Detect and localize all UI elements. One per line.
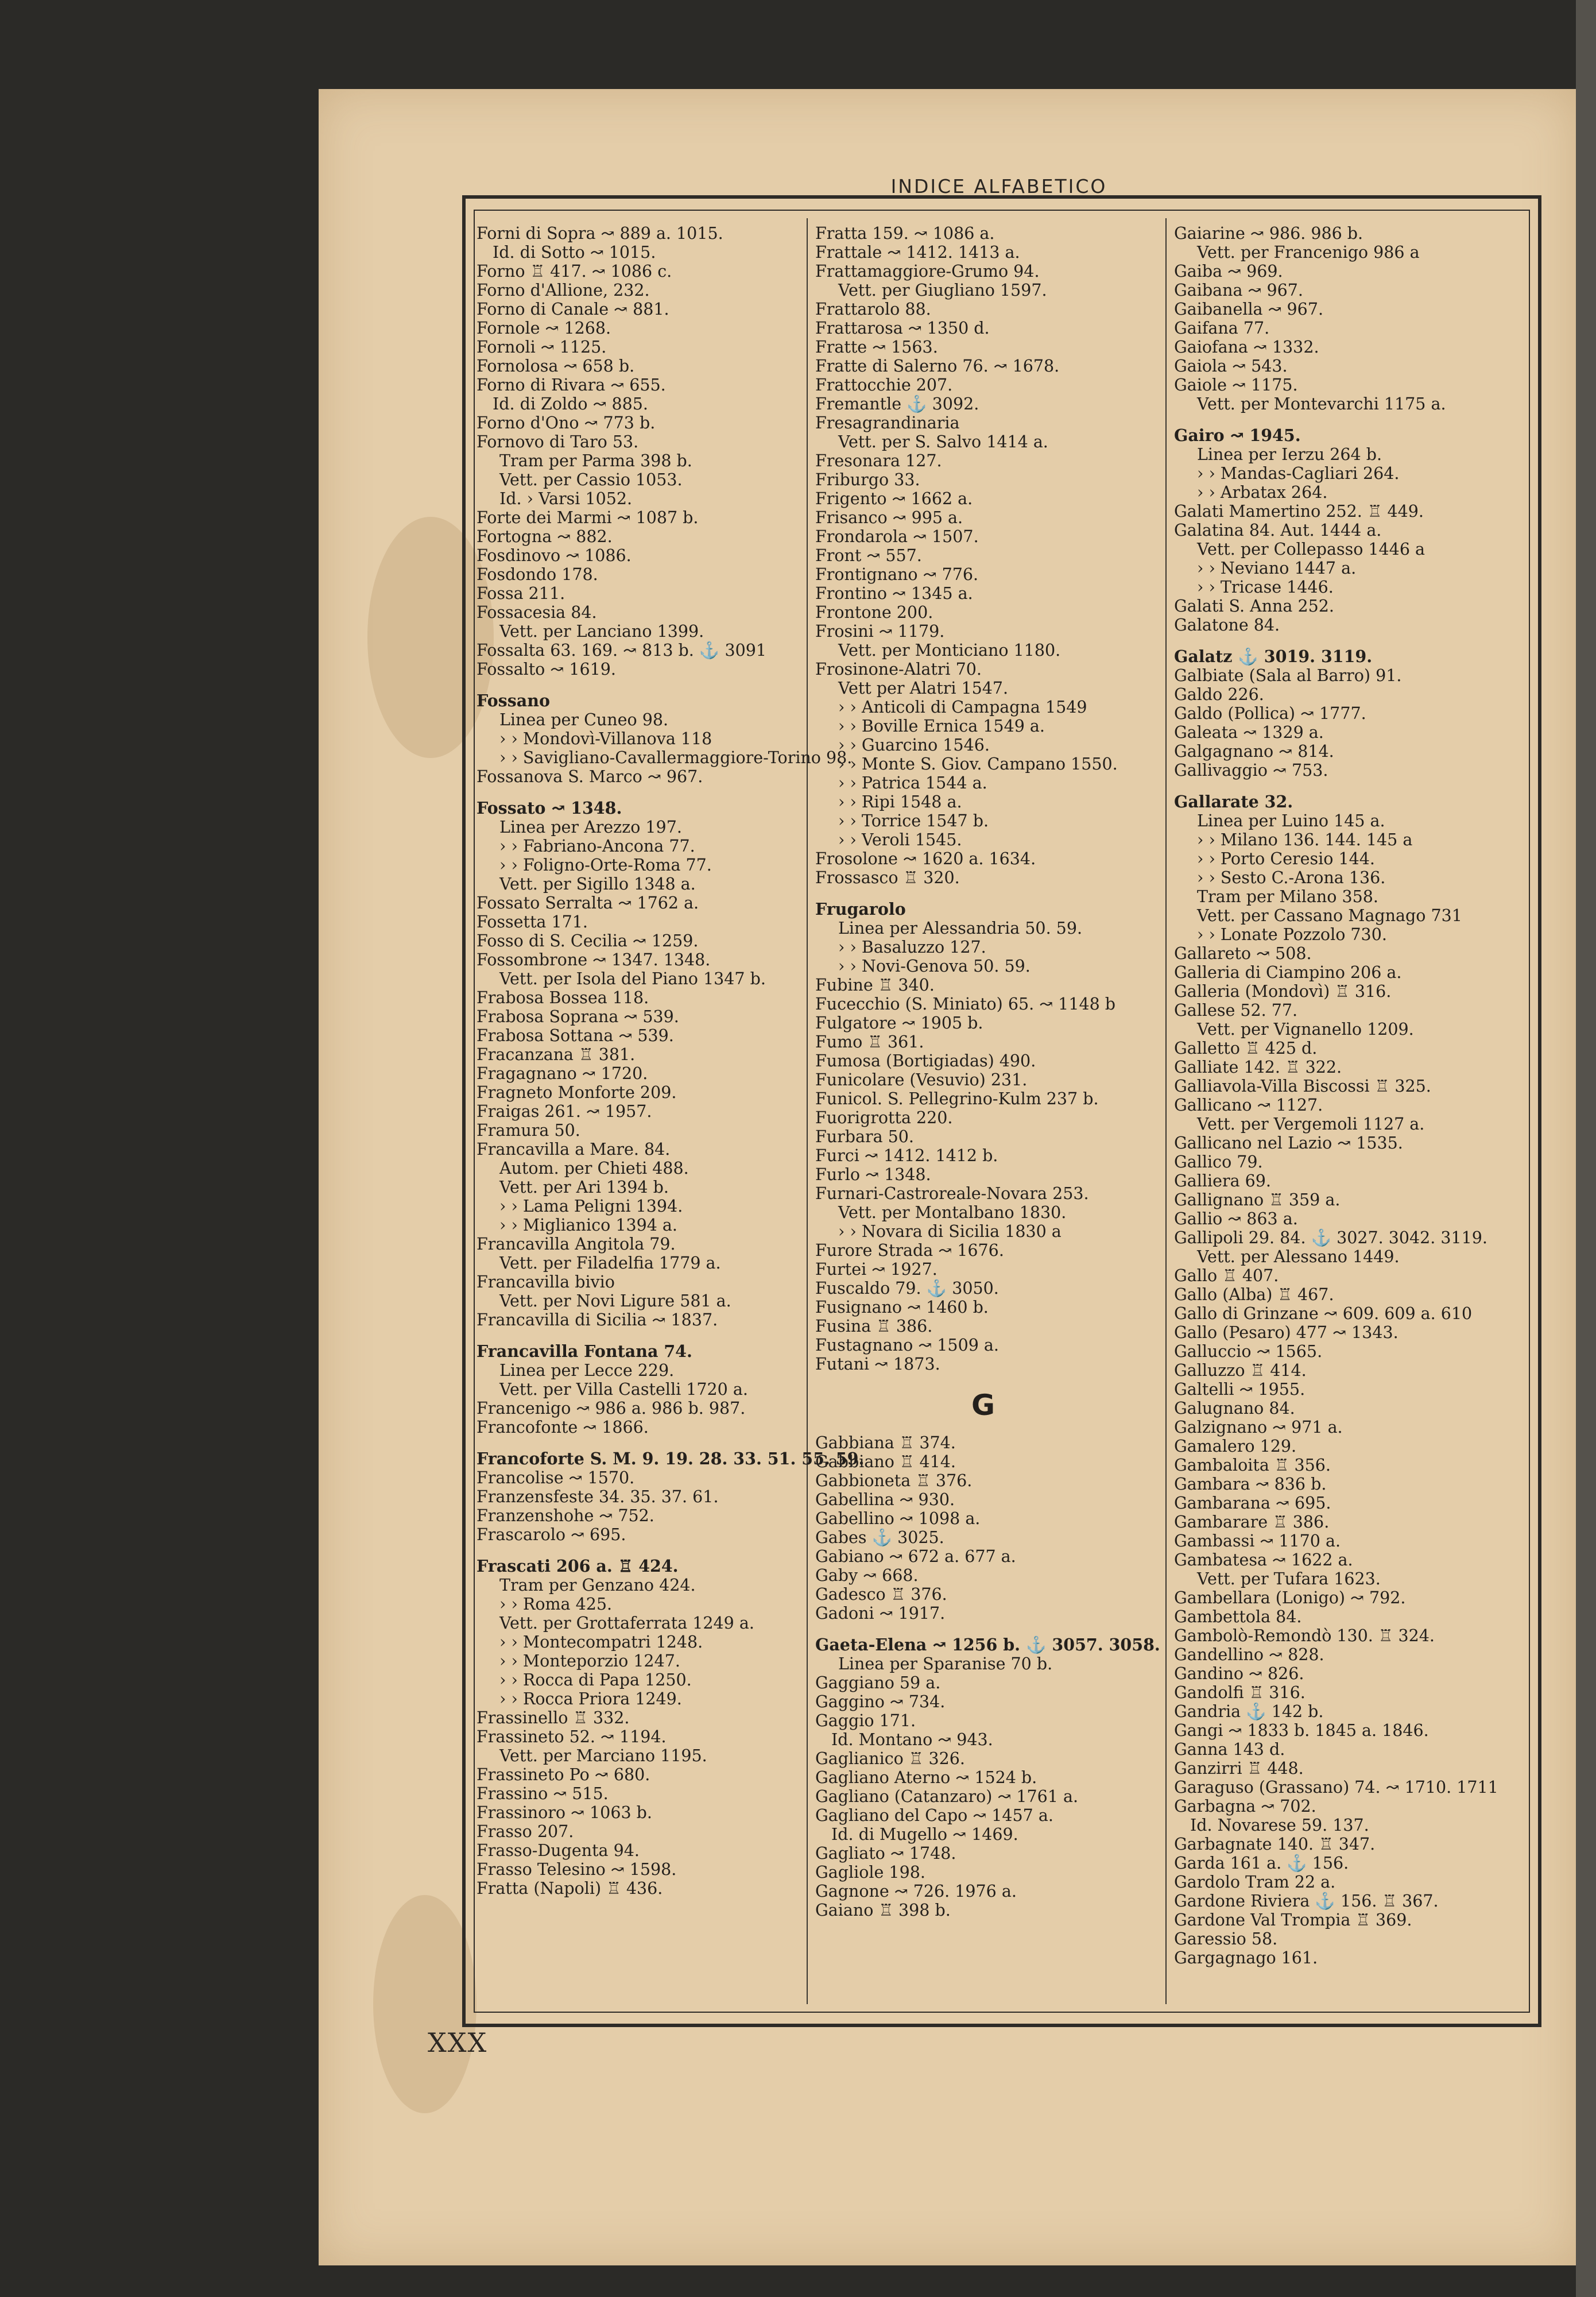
index-entry: Fratta (Napoli) ♖ 436.	[477, 1879, 663, 1898]
index-entry: Forni di Sopra ↝ 889 a. 1015.	[477, 224, 723, 243]
index-entry: Frondarola ↝ 1507.	[815, 527, 979, 546]
index-entry: Vett. per Vignanello 1209.	[1197, 1020, 1414, 1039]
index-entry: Frasso Telesino ↝ 1598.	[477, 1860, 677, 1879]
index-entry: Vett. per Alessano 1449.	[1197, 1247, 1400, 1266]
index-entry: Fresagrandinaria	[815, 413, 960, 432]
index-entry: Gaglianico ♖ 326.	[815, 1749, 965, 1768]
index-entry: Vett. per Ari 1394 b.	[499, 1178, 669, 1197]
index-entry: Galatina 84. Aut. 1444 a.	[1174, 521, 1382, 540]
index-entry: Gaiarine ↝ 986. 986 b.	[1174, 224, 1363, 243]
index-entry: Gallarate 32.	[1174, 792, 1293, 811]
paper-stain	[373, 1895, 477, 2113]
index-entry: Gallicano ↝ 1127.	[1174, 1096, 1323, 1115]
index-entry: Gallareto ↝ 508.	[1174, 944, 1312, 963]
index-entry: Vett. per Francenigo 986 a	[1197, 243, 1420, 262]
index-entry: Gambarana ↝ 695.	[1174, 1494, 1331, 1513]
index-entry: Tram per Genzano 424.	[499, 1576, 696, 1595]
index-entry: Vett. per S. Salvo 1414 a.	[838, 432, 1048, 451]
index-entry: Franzenshohe ↝ 752.	[477, 1506, 654, 1525]
index-entry: Vett. per Novi Ligure 581 a.	[499, 1291, 731, 1310]
index-entry: Gandellino ↝ 828.	[1174, 1645, 1324, 1664]
index-entry: Gardone Val Trompia ♖ 369.	[1174, 1911, 1412, 1929]
index-entry: Galtelli ↝ 1955.	[1174, 1380, 1306, 1399]
index-entry: Tram per Parma 398 b.	[499, 451, 692, 470]
index-entry: Vett. per Villa Castelli 1720 a.	[499, 1380, 748, 1399]
index-entry: Vett. per Marciano 1195.	[499, 1746, 707, 1765]
index-entry: Galzignano ↝ 971 a.	[1174, 1418, 1343, 1437]
index-entry: Autom. per Chieti 488.	[499, 1159, 689, 1178]
index-entry: Galliavola-Villa Biscossi ♖ 325.	[1174, 1077, 1431, 1096]
index-entry: Gallignano ♖ 359 a.	[1174, 1190, 1341, 1209]
index-entry: Framura 50.	[477, 1121, 580, 1140]
index-entry: Fracanzana ♖ 381.	[477, 1045, 636, 1064]
index-entry: Galletto ♖ 425 d.	[1174, 1039, 1318, 1058]
index-entry: Fossalta 63. 169. ↝ 813 b. ⚓ 3091	[477, 641, 766, 660]
index-entry: Galugnano 84.	[1174, 1399, 1295, 1418]
index-entry: Francavilla bivio	[477, 1273, 615, 1291]
index-entry: Galliate 142. ♖ 322.	[1174, 1058, 1342, 1077]
index-entry: Fubine ♖ 340.	[815, 976, 935, 995]
index-entry: Gagliano (Catanzaro) ↝ 1761 a.	[815, 1787, 1079, 1806]
index-entry: Frisanco ↝ 995 a.	[815, 508, 963, 527]
index-entry: Fresonara 127.	[815, 451, 942, 470]
index-entry: Vett. per Cassio 1053.	[499, 470, 683, 489]
index-entry: Linea per Lecce 229.	[499, 1361, 675, 1380]
index-entry: Id. di Mugello ↝ 1469.	[831, 1825, 1018, 1844]
index-entry: Gaifana 77.	[1174, 319, 1270, 338]
index-entry: Frasso 207.	[477, 1822, 574, 1841]
index-entry: Frassineto Po ↝ 680.	[477, 1765, 650, 1784]
index-entry: Vett. per Vergemoli 1127 a.	[1197, 1115, 1425, 1134]
index-entry: Vett. per Giugliano 1597.	[838, 281, 1047, 300]
index-entry: Gambatesa ↝ 1622 a.	[1174, 1550, 1353, 1569]
index-entry: Gandino ↝ 826.	[1174, 1664, 1304, 1683]
index-entry: Gallio ↝ 863 a.	[1174, 1209, 1298, 1228]
index-entry: › › Mondovì-Villanova 118	[499, 729, 712, 748]
index-entry: Frattocchie 207.	[815, 376, 953, 395]
index-entry: Frosolone ↝ 1620 a. 1634.	[815, 849, 1036, 868]
index-entry: Gambassi ↝ 1170 a.	[1174, 1532, 1341, 1550]
index-entry: Forno ♖ 417. ↝ 1086 c.	[477, 262, 672, 281]
index-entry: Frascati 206 a. ♖ 424.	[477, 1556, 679, 1576]
index-entry: Fosso di S. Cecilia ↝ 1259.	[477, 931, 699, 950]
index-entry: Gabellino ↝ 1098 a.	[815, 1509, 981, 1528]
index-entry: › › Tricase 1446.	[1197, 578, 1334, 597]
index-entry: › › Boville Ernica 1549 a.	[838, 717, 1045, 736]
index-entry: Fuscaldo 79. ⚓ 3050.	[815, 1279, 999, 1298]
index-entry: › › Guarcino 1546.	[838, 736, 990, 755]
index-entry: Fusignano ↝ 1460 b.	[815, 1298, 989, 1317]
index-entry: Gambellara (Lonigo) ↝ 792.	[1174, 1588, 1406, 1607]
index-entry: Francolise ↝ 1570.	[477, 1468, 635, 1487]
index-entry: › › Lama Peligni 1394.	[499, 1197, 683, 1216]
index-entry: Gabes ⚓ 3025.	[815, 1528, 944, 1547]
index-entry: Gallo (Pesaro) 477 ↝ 1343.	[1174, 1323, 1399, 1342]
index-entry: Fossato Serralta ↝ 1762 a.	[477, 894, 699, 912]
index-entry: Galleria (Mondovì) ♖ 316.	[1174, 982, 1392, 1001]
index-entry: Francofonte ↝ 1866.	[477, 1418, 649, 1437]
index-entry: › › Rocca di Papa 1250.	[499, 1670, 692, 1689]
index-entry: Gagliano del Capo ↝ 1457 a.	[815, 1806, 1053, 1825]
index-entry: Furore Strada ↝ 1676.	[815, 1241, 1004, 1260]
index-entry: Forno di Canale ↝ 881.	[477, 300, 669, 319]
index-entry: › › Arbatax 264.	[1197, 483, 1328, 502]
index-entry: Gadoni ↝ 1917.	[815, 1604, 946, 1623]
index-entry: Vett. per Filadelfia 1779 a.	[499, 1254, 721, 1273]
index-entry: Gagliole 198.	[815, 1863, 925, 1882]
index-entry: Galati Mamertino 252. ♖ 449.	[1174, 502, 1424, 521]
index-entry: Vett. per Montalbano 1830.	[838, 1203, 1067, 1222]
index-entry: Forno di Rivara ↝ 655.	[477, 376, 666, 395]
index-entry: Gallese 52. 77.	[1174, 1001, 1298, 1020]
index-entry: Gambolò-Remondò 130. ♖ 324.	[1174, 1626, 1435, 1645]
index-entry: Fucecchio (S. Miniato) 65. ↝ 1148 b	[815, 995, 1116, 1014]
index-column-3	[1174, 224, 1510, 1967]
index-entry: › › Porto Ceresio 144.	[1197, 849, 1375, 868]
index-entry: Gaeta-Elena ↝ 1256 b. ⚓ 3057. 3058.	[815, 1635, 1160, 1654]
index-entry: Gambettola 84.	[1174, 1607, 1302, 1626]
index-entry: Gadesco ♖ 376.	[815, 1585, 947, 1604]
index-entry: Fumo ♖ 361.	[815, 1033, 924, 1051]
index-entry: Vett. per Montevarchi 1175 a.	[1197, 395, 1446, 413]
index-entry: Galluccio ↝ 1565.	[1174, 1342, 1323, 1361]
index-entry: Frosinone-Alatri 70.	[815, 660, 982, 679]
index-entry: Gallo (Alba) ♖ 467.	[1174, 1285, 1334, 1304]
index-entry: Id. › Varsi 1052.	[499, 489, 633, 508]
index-entry: › › Foligno-Orte-Roma 77.	[499, 856, 712, 875]
index-entry: Vett. per Lanciano 1399.	[499, 622, 704, 641]
index-entry: › › Miglianico 1394 a.	[499, 1216, 677, 1235]
index-entry: Furbara 50.	[815, 1127, 914, 1146]
index-entry: Frontino ↝ 1345 a.	[815, 584, 973, 603]
index-entry: Fossacesia 84.	[477, 603, 597, 622]
index-entry: Frossasco ♖ 320.	[815, 868, 960, 887]
index-entry: Vett per Alatri 1547.	[838, 679, 1009, 698]
index-entry: › › Sesto C.-Arona 136.	[1197, 868, 1386, 887]
index-entry: Gambaloita ♖ 356.	[1174, 1456, 1331, 1475]
index-entry: Linea per Alessandria 50. 59.	[838, 919, 1083, 938]
index-entry: Gangi ↝ 1833 b. 1845 a. 1846.	[1174, 1721, 1429, 1740]
index-entry: Franzensfeste 34. 35. 37. 61.	[477, 1487, 719, 1506]
index-entry: Furci ↝ 1412. 1412 b.	[815, 1146, 998, 1165]
index-entry: Frabosa Bossea 118.	[477, 988, 649, 1007]
column-divider	[1165, 218, 1167, 2004]
index-entry: Gallicano nel Lazio ↝ 1535.	[1174, 1134, 1403, 1153]
index-entry: Gagliato ↝ 1748.	[815, 1844, 956, 1863]
index-entry: Vett. per Isola del Piano 1347 b.	[499, 969, 766, 988]
index-entry: Gardone Riviera ⚓ 156. ♖ 367.	[1174, 1892, 1439, 1911]
index-entry: Id. di Sotto ↝ 1015.	[493, 243, 656, 262]
index-entry: Furnari-Castroreale-Novara 253.	[815, 1184, 1089, 1203]
index-entry: Gaby ↝ 668.	[815, 1566, 919, 1585]
index-entry: Fuorigrotta 220.	[815, 1108, 953, 1127]
index-entry: Ganna 143 d.	[1174, 1740, 1285, 1759]
index-entry: Gaggino ↝ 734.	[815, 1692, 946, 1711]
index-entry: Frattarolo 88.	[815, 300, 931, 319]
index-entry: Galluzzo ♖ 414.	[1174, 1361, 1307, 1380]
index-entry: Vett. per Monticiano 1180.	[838, 641, 1061, 660]
index-entry: Gaiofana ↝ 1332.	[1174, 338, 1319, 357]
index-entry: Fossano	[477, 691, 550, 710]
index-entry: Vett. per Sigillo 1348 a.	[499, 875, 696, 894]
index-entry: Id. Montano ↝ 943.	[831, 1730, 993, 1749]
index-entry: Vett. per Cassano Magnago 731	[1197, 906, 1462, 925]
index-entry: Frasso-Dugenta 94.	[477, 1841, 640, 1860]
index-entry: › › Roma 425.	[499, 1595, 613, 1614]
index-column-2	[815, 224, 1160, 1920]
index-entry: Gabiano ↝ 672 a. 677 a.	[815, 1547, 1016, 1566]
index-entry: › › Montecompatri 1248.	[499, 1633, 703, 1652]
index-entry: Galatz ⚓ 3019. 3119.	[1174, 647, 1373, 666]
index-entry: Id. di Zoldo ↝ 885.	[493, 395, 648, 413]
index-entry: Fossato ↝ 1348.	[477, 798, 622, 818]
index-entry: Furlo ↝ 1348.	[815, 1165, 931, 1184]
index-entry: Frascarolo ↝ 695.	[477, 1525, 626, 1544]
index-entry: Garda 161 a. ⚓ 156.	[1174, 1854, 1349, 1873]
index-entry: Linea per Arezzo 197.	[499, 818, 682, 837]
index-entry: Frigento ↝ 1662 a.	[815, 489, 973, 508]
index-entry: Linea per Cuneo 98.	[499, 710, 669, 729]
index-entry: Galati S. Anna 252.	[1174, 597, 1334, 616]
index-entry: Galbiate (Sala al Barro) 91.	[1174, 666, 1402, 685]
index-entry: › › Ripi 1548 a.	[838, 792, 962, 811]
index-entry: Friburgo 33.	[815, 470, 920, 489]
index-entry: Fustagnano ↝ 1509 a.	[815, 1336, 999, 1355]
index-entry: Fossombrone ↝ 1347. 1348.	[477, 950, 711, 969]
index-entry: Gaggio 171.	[815, 1711, 916, 1730]
index-entry: Fossanova S. Marco ↝ 967.	[477, 767, 703, 786]
index-entry: Gaiano ♖ 398 b.	[815, 1901, 951, 1920]
index-entry: Frosini ↝ 1179.	[815, 622, 945, 641]
scan-edge	[1576, 0, 1596, 2297]
page-number: XXX	[428, 2027, 488, 2058]
index-entry: Vett. per Collepasso 1446 a	[1197, 540, 1425, 559]
index-entry: Frontignano ↝ 776.	[815, 565, 979, 584]
index-entry: Forte dei Marmi ↝ 1087 b.	[477, 508, 699, 527]
index-entry: Francenigo ↝ 986 a. 986 b. 987.	[477, 1399, 746, 1418]
index-entry: Frugarolo	[815, 899, 906, 919]
index-entry: Front ↝ 557.	[815, 546, 922, 565]
index-entry: Gaiba ↝ 969.	[1174, 262, 1283, 281]
index-entry: Fumosa (Bortigiadas) 490.	[815, 1051, 1036, 1070]
index-entry: Fornole ↝ 1268.	[477, 319, 611, 338]
index-entry: Frattale ↝ 1412. 1413 a.	[815, 243, 1020, 262]
index-entry: Gamalero 129.	[1174, 1437, 1297, 1456]
index-entry: › › Lonate Pozzolo 730.	[1197, 925, 1387, 944]
index-entry: Frattamaggiore-Grumo 94.	[815, 262, 1040, 281]
index-entry: › › Mandas-Cagliari 264.	[1197, 464, 1400, 483]
index-entry: Fossalto ↝ 1619.	[477, 660, 616, 679]
index-entry: Gallipoli 29. 84. ⚓ 3027. 3042. 3119.	[1174, 1228, 1487, 1247]
index-entry: Fratte ↝ 1563.	[815, 338, 938, 357]
index-entry: Frassineto 52. ↝ 1194.	[477, 1727, 667, 1746]
index-entry: Futani ↝ 1873.	[815, 1355, 940, 1374]
index-entry: Fossetta 171.	[477, 912, 588, 931]
index-entry: Galliera 69.	[1174, 1171, 1271, 1190]
index-entry: Galgagnano ↝ 814.	[1174, 742, 1334, 761]
index-entry: Forno d'Ono ↝ 773 b.	[477, 413, 656, 432]
index-entry: Gagnone ↝ 726. 1976 a.	[815, 1882, 1017, 1901]
index-entry: Fosdinovo ↝ 1086.	[477, 546, 632, 565]
index-entry: › › Novara di Sicilia 1830 a	[838, 1222, 1062, 1241]
index-entry: Linea per Sparanise 70 b.	[838, 1654, 1053, 1673]
index-entry: Garbagnate 140. ♖ 347.	[1174, 1835, 1376, 1854]
index-entry: Frontone 200.	[815, 603, 933, 622]
index-entry: Tram per Milano 358.	[1197, 887, 1378, 906]
index-entry: Furtei ↝ 1927.	[815, 1260, 938, 1279]
index-entry: › › Milano 136. 144. 145 a	[1197, 830, 1413, 849]
index-entry: Gambara ↝ 836 b.	[1174, 1475, 1327, 1494]
index-entry: Gairo ↝ 1945.	[1174, 426, 1301, 445]
index-entry: Gaiola ↝ 543.	[1174, 357, 1288, 376]
index-entry: Frabosa Sottana ↝ 539.	[477, 1026, 674, 1045]
index-entry: Fornovo di Taro 53.	[477, 432, 639, 451]
index-entry: Francavilla Fontana 74.	[477, 1341, 692, 1361]
section-letter: G	[971, 1389, 995, 1422]
index-entry: Fratta 159. ↝ 1086 a.	[815, 224, 995, 243]
index-entry: Fornoli ↝ 1125.	[477, 338, 607, 357]
index-entry: Gabbiana ♖ 374.	[815, 1433, 956, 1452]
index-entry: Gallico 79.	[1174, 1153, 1263, 1171]
index-entry: Fratte di Salerno 76. ↝ 1678.	[815, 357, 1060, 376]
index-entry: Galdo 226.	[1174, 685, 1264, 704]
index-entry: Fortogna ↝ 882.	[477, 527, 613, 546]
page-header-title: INDICE ALFABETICO	[890, 175, 1107, 198]
index-entry: Gardolo Tram 22 a.	[1174, 1873, 1336, 1892]
index-entry: Fossa 211.	[477, 584, 565, 603]
index-entry: Vett. per Grottaferrata 1249 a.	[499, 1614, 754, 1633]
index-entry: Fraigas 261. ↝ 1957.	[477, 1102, 652, 1121]
index-entry: Fulgatore ↝ 1905 b.	[815, 1014, 983, 1033]
index-entry: Fusina ♖ 386.	[815, 1317, 933, 1336]
index-entry: Gallo di Grinzane ↝ 609. 609 a. 610	[1174, 1304, 1473, 1323]
index-entry: Gaibana ↝ 967.	[1174, 281, 1303, 300]
index-entry: › › Savigliano-Cavallermaggiore-Torino 98.	[499, 748, 853, 767]
index-entry: Frattarosa ↝ 1350 d.	[815, 319, 990, 338]
index-entry: Gabbioneta ♖ 376.	[815, 1471, 973, 1490]
index-entry: Id. Novarese 59. 137.	[1190, 1816, 1369, 1835]
index-entry: Garbagna ↝ 702.	[1174, 1797, 1316, 1816]
index-entry: › › Monteporzio 1247.	[499, 1652, 680, 1670]
index-entry: Frassinello ♖ 332.	[477, 1708, 630, 1727]
index-entry: Francavilla a Mare. 84.	[477, 1140, 671, 1159]
index-entry: › › Veroli 1545.	[838, 830, 962, 849]
index-entry: Frassino ↝ 515.	[477, 1784, 609, 1803]
index-entry: Galeata ↝ 1329 a.	[1174, 723, 1324, 742]
index-entry: Francavilla di Sicilia ↝ 1837.	[477, 1310, 718, 1329]
index-entry: Funicolare (Vesuvio) 231.	[815, 1070, 1028, 1089]
index-entry: Gambarare ♖ 386.	[1174, 1513, 1330, 1532]
index-entry: Ganzirri ♖ 448.	[1174, 1759, 1304, 1778]
index-entry: Galatone 84.	[1174, 616, 1280, 635]
index-entry: Vett. per Tufara 1623.	[1197, 1569, 1381, 1588]
index-entry: Gallivaggio ↝ 753.	[1174, 761, 1328, 780]
index-entry: Linea per Luino 145 a.	[1197, 811, 1385, 830]
index-entry: Gabellina ↝ 930.	[815, 1490, 955, 1509]
index-entry: › › Fabriano-Ancona 77.	[499, 837, 695, 856]
index-entry: › › Neviano 1447 a.	[1197, 559, 1357, 578]
index-entry: Francoforte S. M. 9. 19. 28. 33. 51. 55. 59.	[477, 1449, 865, 1468]
index-entry: Gagliano Aterno ↝ 1524 b.	[815, 1768, 1037, 1787]
index-entry: Gandria ⚓ 142 b.	[1174, 1702, 1324, 1721]
index-entry: Linea per Ierzu 264 b.	[1197, 445, 1382, 464]
index-entry: › › Torrice 1547 b.	[838, 811, 989, 830]
index-entry: Fragneto Monforte 209.	[477, 1083, 677, 1102]
index-entry: Galdo (Pollica) ↝ 1777.	[1174, 704, 1366, 723]
index-entry: Frassinoro ↝ 1063 b.	[477, 1803, 652, 1822]
index-entry: › › Patrica 1544 a.	[838, 774, 987, 792]
index-entry: › › Rocca Priora 1249.	[499, 1689, 682, 1708]
index-entry: Francavilla Angitola 79.	[477, 1235, 676, 1254]
index-entry: Gabbiano ♖ 414.	[815, 1452, 956, 1471]
index-entry: › › Monte S. Giov. Campano 1550.	[838, 755, 1118, 774]
index-entry: Fremantle ⚓ 3092.	[815, 395, 979, 413]
index-entry: Funicol. S. Pellegrino-Kulm 237 b.	[815, 1089, 1099, 1108]
index-entry: Gandolfi ♖ 316.	[1174, 1683, 1306, 1702]
index-entry: Forno d'Allione, 232.	[477, 281, 650, 300]
index-entry: › › Anticoli di Campagna 1549	[838, 698, 1087, 717]
index-entry: Gaiole ↝ 1175.	[1174, 376, 1298, 395]
index-entry: Gaibanella ↝ 967.	[1174, 300, 1324, 319]
index-entry: › › Novi-Genova 50. 59.	[838, 957, 1031, 976]
index-entry: Garaguso (Grassano) 74. ↝ 1710. 1711	[1174, 1778, 1498, 1797]
index-entry: Frabosa Soprana ↝ 539.	[477, 1007, 679, 1026]
index-entry: Gaggiano 59 a.	[815, 1673, 941, 1692]
index-entry: › › Basaluzzo 127.	[838, 938, 986, 957]
index-entry: Fosdondo 178.	[477, 565, 598, 584]
index-entry: Garessio 58.	[1174, 1929, 1278, 1948]
index-entry: Gallo ♖ 407.	[1174, 1266, 1279, 1285]
index-entry: Gargagnago 161.	[1174, 1948, 1318, 1967]
index-entry: Fragagnano ↝ 1720.	[477, 1064, 648, 1083]
index-entry: Galleria di Ciampino 206 a.	[1174, 963, 1402, 982]
index-entry: Fornolosa ↝ 658 b.	[477, 357, 635, 376]
